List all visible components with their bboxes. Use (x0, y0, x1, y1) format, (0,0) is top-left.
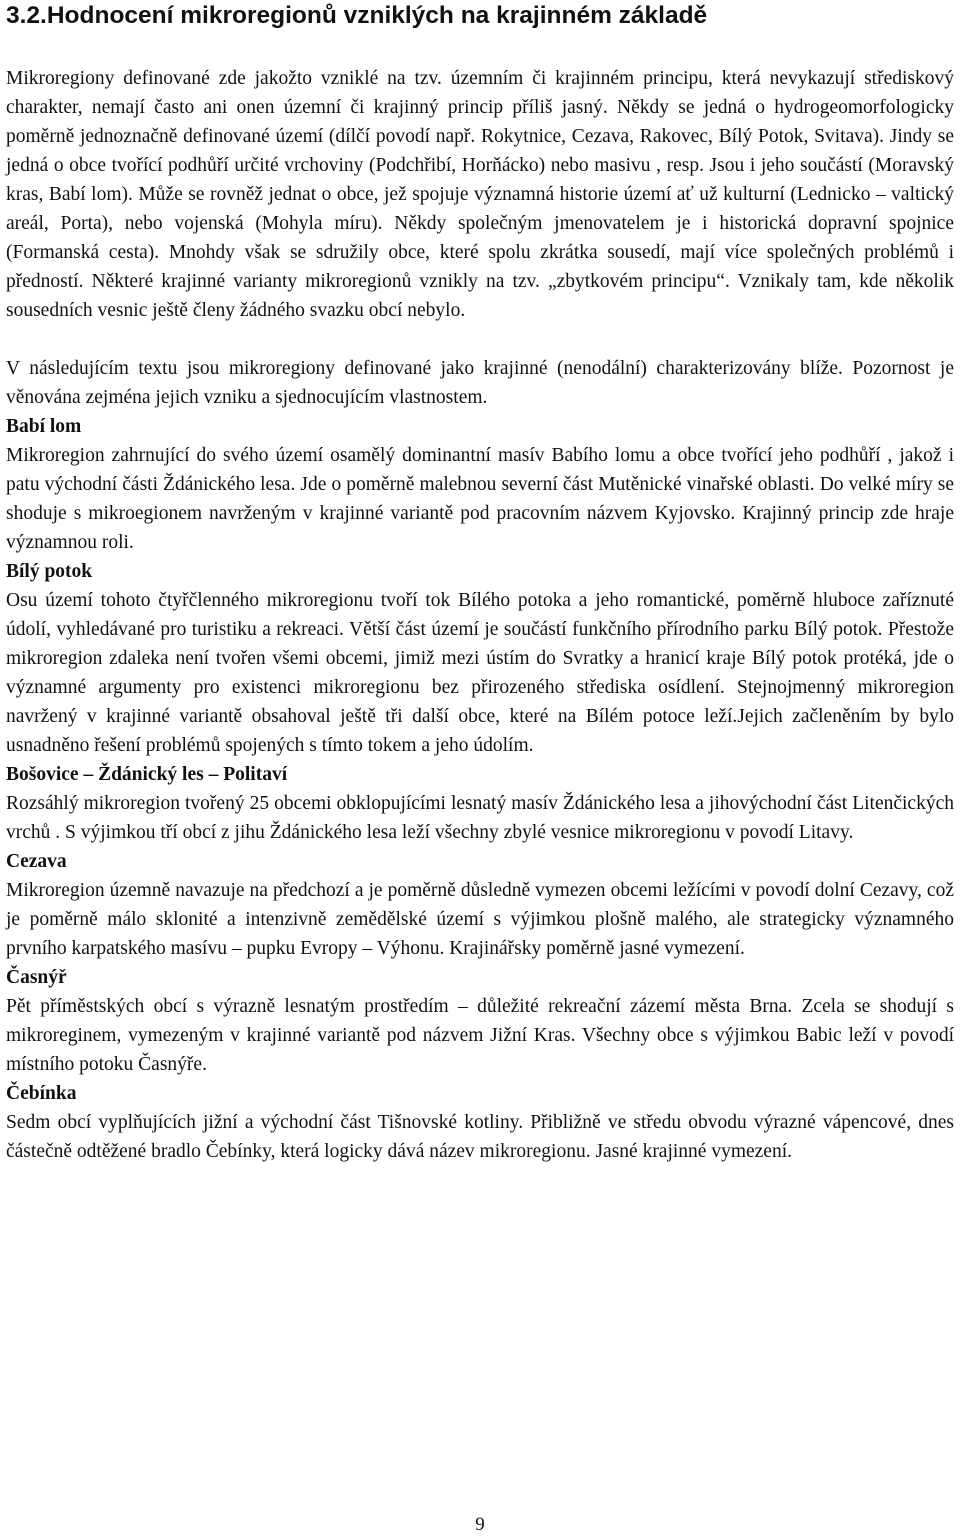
document-page (6, 0, 954, 1166)
microregion-bosovice (6, 760, 954, 847)
microregion-text: Osu území tohoto čtyřčlenného mikroregionu tvoří tok Bílého potoka a jeho romantické, poměrně hluboce zaříznuté údolí, vyhledávané pro turistiku a rekreaci. Větší část území je součástí funkčního přírodního parku Bílý potok. Přestože mikroregion zdaleka není tvořen všemi obcemi, jimiž mezi ústím do Svratky a hranicí kraje Bílý potok protéká, jde o významné argumenty pro existenci mikroregionu bez přirozeného střediska osídlení. Stejnojmenný mikroregion navržený v krajinné variantě obsahoval ještě tři další obce, které na Bílém potoce leží.Jejich začleněním by bylo usnadněno řešení problémů spojených s tímto tokem a jeho údolím. (6, 590, 954, 756)
microregion-cezava (6, 847, 954, 963)
microregion-text: Mikroregion zahrnující do svého území osamělý dominantní masív Babího lomu a obce tvořící jeho podhůří , jakož i patu východní části Ždánického lesa. Jde o poměrně malebnou severní část Mutěnické vinařské oblasti. Do velké míry se shoduje s mikroegionem navrženým v krajinné variantě pod pracovním názvem Kyjovsko. Krajinný princip zde hraje významnou roli. (6, 445, 954, 553)
microregion-cebinka (6, 1079, 954, 1166)
microregion-casnyr (6, 963, 954, 1079)
microregion-title: Čebínka (6, 1083, 77, 1104)
microregion-title: Cezava (6, 851, 67, 872)
microregion-title: Bošovice – Ždánický les – Politaví (6, 764, 288, 785)
section-heading: 3.2.Hodnocení mikroregionů vzniklých na krajinném základě (6, 2, 708, 29)
page-number: 9 (475, 1514, 485, 1535)
microregion-text: Pět příměstských obcí s výrazně lesnatým prostředím – důležité rekreační zázemí města Brna. Zcela se shodují s mikroreginem, vymezeným v krajinné variantě pod názvem Jižní Kras. Všechny obce s výjimkou Babic leží v povodí místního potoku Časnýře. (6, 996, 954, 1075)
microregion-title: Časnýř (6, 967, 67, 988)
intro-paragraph: Mikroregiony definované zde jakožto vzniklé na tzv. územním či krajinném principu, která nevykazují střediskový charakter, nemají často ani onen územní či krajinný princip příliš jasný. Někdy se jedná o hydrogeomorfologicky poměrně jednoznačně definované území (dílčí povodí např. Rokytnice, Cezava, Rakovec, Bílý Potok, Svitava). Jindy se jedná o obce tvořící podhůří určité vrchoviny (Podchřibí, Horňácko) nebo masivu , resp. Jsou i jeho součástí (Moravský kras, Babí lom). Může se rovněž jednat o obce, jež spojuje významná historie území ať už kulturní (Lednicko – valtický areál, Porta), nebo vojenská (Mohyla míru). Někdy společným jmenovatelem je i historická dopravní spojnice (Formanská cesta). Mnohdy však se sdružily obce, které spolu zkrátka sousedí, mají více společných problémů i předností. Některé krajinné varianty mikroregionů vznikly na tzv. „zbytkovém principu“. Vznikaly tam, kde několik sousedních vesnic ještě členy žádného svazku obcí nebylo. (6, 68, 954, 321)
microregion-title: Babí lom (6, 416, 82, 437)
microregion-text: Mikroregion územně navazuje na předchozí a je poměrně důsledně vymezen obcemi ležícími v povodí dolní Cezavy, což je poměrně málo sklonité a intenzivně zemědělské území s výjimkou plošně malého, ale strategicky významného prvního karpatského masívu – pupku Evropy – Výhonu. Krajinářsky poměrně jasné vymezení. (6, 880, 954, 959)
microregion-babi-lom (6, 412, 954, 557)
microregion-text: Sedm obcí vyplňujících jižní a východní část Tišnovské kotliny. Přibližně ve středu obvodu výrazné vápencové, dnes částečně odtěžené bradlo Čebínky, která logicky dává název mikroregionu. Jasné krajinné vymezení. (6, 1112, 954, 1162)
microregion-title: Bílý potok (6, 561, 93, 582)
microregion-bily-potok (6, 557, 954, 760)
lead-paragraph: V následujícím textu jsou mikroregiony definované jako krajinné (nenodální) charakterizovány blíže. Pozornost je věnována zejména jejich vzniku a sjednocujícím vlastnostem. (6, 358, 954, 408)
microregion-text: Rozsáhlý mikroregion tvořený 25 obcemi obklopujícími lesnatý masív Ždánického lesa a jihovýchodní část Litenčických vrchů . S výjimkou tří obcí z jihu Ždánického lesa leží všechny zbylé vesnice mikroregionu v povodí Litavy. (6, 793, 954, 843)
